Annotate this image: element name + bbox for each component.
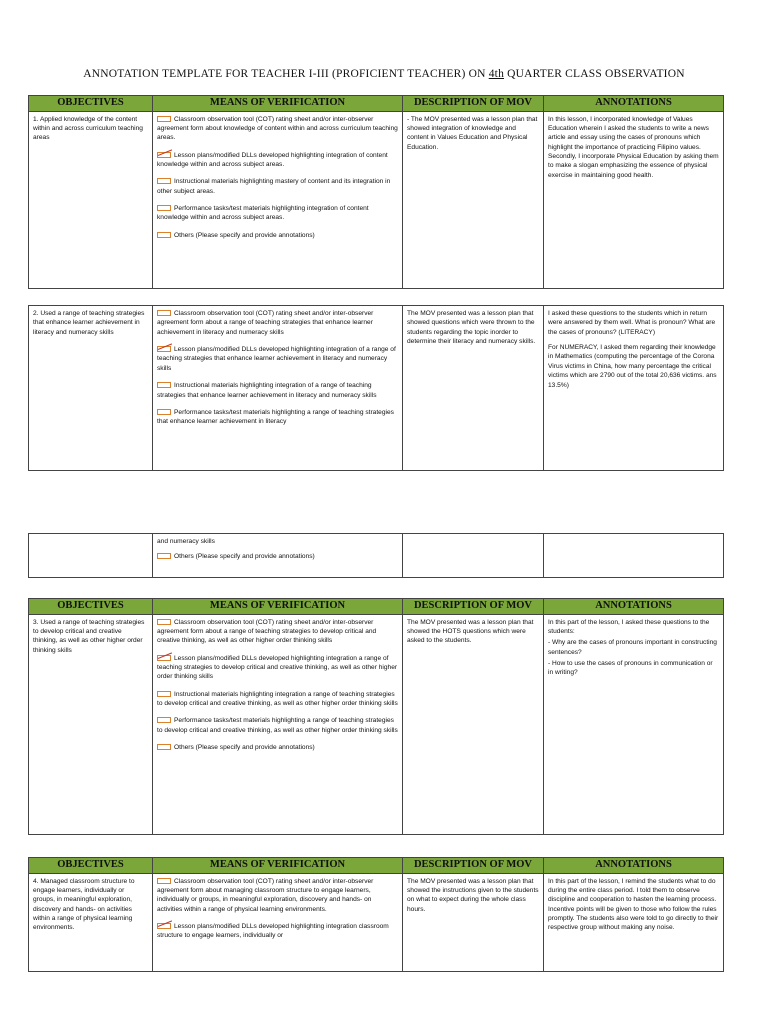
description-header: DESCRIPTION OF MOV	[403, 599, 544, 615]
means-header: MEANS OF VERIFICATION	[153, 858, 403, 874]
checkbox[interactable]	[157, 744, 171, 750]
mov-continuation: and numeracy skills	[157, 538, 215, 545]
mov-item: Classroom observation tool (COT) rating sheet and/or inter-observer agreement form about a range of teaching strategies to develop critical and creative thinking, as well as other higher order thinking skills	[157, 618, 377, 645]
checkbox[interactable]	[157, 205, 171, 211]
observation-table-continuation	[28, 533, 724, 578]
annotation-cell: In this part of the lesson, I asked these questions to the students: - Why are the cases of pronouns important in constructing sentences? - How to use the cases of pronouns in communication or in writing?	[544, 614, 724, 834]
table-row	[29, 534, 724, 578]
annotation-cell	[544, 534, 724, 578]
checkbox[interactable]	[157, 178, 171, 184]
observation-table-1	[28, 95, 724, 289]
mov-cell	[153, 614, 403, 834]
header-row	[29, 599, 724, 615]
objectives-header: OBJECTIVES	[29, 858, 153, 874]
means-header: MEANS OF VERIFICATION	[153, 599, 403, 615]
mov-item: Instructional materials highlighting mastery of content and its integration in other subject areas.	[157, 178, 391, 195]
objective-cell: 1. Applied knowledge of the content within and across curriculum teaching areas	[29, 111, 153, 288]
description-cell: - The MOV presented was a lesson plan that showed integration of knowledge and content in Values Education and Physical Education.	[403, 111, 544, 288]
description-cell	[403, 534, 544, 578]
table-row	[29, 306, 724, 471]
quarter-number: 4th	[488, 68, 505, 80]
mov-item: Lesson plans/modified DLLs developed highlighting integration of a range of teaching strategies that enhance learner achievement in literacy and numeracy skills	[157, 346, 396, 372]
observation-table-3	[28, 598, 724, 835]
checkbox-checked[interactable]	[157, 152, 171, 158]
checkbox[interactable]	[157, 717, 171, 723]
mov-item: Lesson plans/modified DLLs developed highlighting integration a range of teaching strategies to develop critical and creative thinking, as well as other higher order thinking skills	[157, 654, 398, 681]
header-row	[29, 858, 724, 874]
description-cell: The MOV presented was a lesson plan that showed questions which were thrown to the students regarding the topic inorder to determine their literacy and numeracy skills.	[403, 306, 544, 471]
description-header: DESCRIPTION OF MOV	[403, 96, 544, 112]
objective-cell	[29, 534, 153, 578]
page-title: ANNOTATION TEMPLATE FOR TEACHER I-III (PROFICIENT TEACHER) ON 4th QUARTER CLASS OBSERVATION	[83, 68, 685, 80]
description-cell: The MOV presented was a lesson plan that showed the instructions given to the students on what to expect during the whole class hours.	[403, 873, 544, 971]
checkbox[interactable]	[157, 878, 171, 884]
mov-item: Others (Please specify and provide annotations)	[157, 231, 398, 240]
mov-cell	[153, 111, 403, 288]
checkbox[interactable]	[157, 232, 171, 238]
observation-table-2	[28, 305, 724, 471]
checkbox[interactable]	[157, 382, 171, 388]
mov-item: Performance tasks/test materials highlighting integration of content knowledge within and across subject areas.	[157, 205, 369, 222]
mov-item: Performance tasks/test materials highlighting a range of teaching strategies that enhance learner achievement in literacy	[157, 408, 394, 426]
mov-item: Classroom observation tool (COT) rating sheet and/or inter-observer agreement form about managing classroom structure to engage learners, individually or groups, in meaningful exploration, discovery and hands- on activities within a range of physical learning environments.	[157, 877, 374, 913]
checkbox[interactable]	[157, 116, 171, 122]
checkbox-checked[interactable]	[157, 655, 171, 661]
annotations-header: ANNOTATIONS	[544, 858, 724, 874]
checkbox[interactable]	[157, 619, 171, 625]
checkbox[interactable]	[157, 310, 171, 316]
objectives-header: OBJECTIVES	[29, 96, 153, 112]
mov-item: Instructional materials highlighting integration of a range of teaching strategies that enhance learner achievement in literacy and numeracy skills	[157, 382, 377, 399]
objective-cell: 3. Used a range of teaching strategies to develop critical and creative thinking, as well as other higher order thinking skills	[29, 614, 153, 834]
checkbox[interactable]	[157, 691, 171, 697]
annotations-header: ANNOTATIONS	[544, 599, 724, 615]
annotation-cell: I asked these questions to the students which in return were answered by them well. What is pronoun? What are the cases of pronouns? (LITERACY) For NUMERACY, I asked them regarding their knowledge in Mathematics (computing the percentage of the Corona Virus victims in China, how many percentage the critical victims which are 2790 out of the total 20,636 victims. ans 13.5%)	[544, 306, 724, 471]
annotation-cell: In this lesson, I incorporated knowledge of Values Education wherein I asked the students to write a news article and essay using the cases of pronouns which highlight the importance of practicing Filipino values. Secondly, I incorporate Physical Education by asking them to make a slogan emphasizing the essence of physical exercise in maintaining good health.	[544, 111, 724, 288]
objective-cell: 2. Used a range of teaching strategies that enhance learner achievement in literacy and numeracy skills	[29, 306, 153, 471]
annotations-header: ANNOTATIONS	[544, 96, 724, 112]
table-row	[29, 873, 724, 971]
mov-item: Others (Please specify and provide annotations)	[157, 552, 398, 561]
mov-item: Instructional materials highlighting integration a range of teaching strategies to develop critical and creative thinking, as well as other higher order thinking skills	[157, 690, 398, 708]
mov-cell	[153, 873, 403, 971]
checkbox[interactable]	[157, 409, 171, 415]
mov-cell	[153, 534, 403, 578]
objectives-header: OBJECTIVES	[29, 599, 153, 615]
mov-item: Classroom observation tool (COT) rating sheet and/or inter-observer agreement form about a range of teaching strategies that enhance learner achievement in literacy and numeracy skills	[157, 310, 374, 336]
mov-item: Others (Please specify and provide annotations)	[157, 743, 398, 752]
table-row	[29, 111, 724, 288]
mov-item: Classroom observation tool (COT) rating sheet and/or inter-observer agreement form about knowledge of content within and across curriculum teaching areas.	[157, 115, 398, 142]
description-cell: The MOV presented was a lesson plan that showed the HOTS questions which were asked to the students.	[403, 614, 544, 834]
mov-cell	[153, 306, 403, 471]
observation-table-4	[28, 857, 724, 972]
checkbox-checked[interactable]	[157, 346, 171, 352]
mov-item: Lesson plans/modified DLLs developed highlighting integration of content knowledge within and across subject areas.	[157, 151, 388, 169]
means-header: MEANS OF VERIFICATION	[153, 96, 403, 112]
checkbox[interactable]	[157, 553, 171, 559]
header-row	[29, 96, 724, 112]
checkbox-checked[interactable]	[157, 923, 171, 929]
description-header: DESCRIPTION OF MOV	[403, 858, 544, 874]
annotation-cell: In this part of the lesson, I remind the students what to do during the entire class period. I told them to observe discipline and cooperation to hasten the learning process. Incentive points will be given to those who follow the rules promptly. The students also were told to go directly to their respective group without making any noise.	[544, 873, 724, 971]
table-row	[29, 614, 724, 834]
objective-cell: 4. Managed classroom structure to engage learners, individually or groups, in meaningful exploration, discovery and hands- on activities within a range of physical learning environments.	[29, 873, 153, 971]
mov-item: Lesson plans/modified DLLs developed highlighting integration classroom structure to engage learners, individually or	[157, 923, 389, 940]
mov-item: Performance tasks/test materials highlighting a range of teaching strategies to develop critical and creative thinking, as well as other higher order thinking skills	[157, 717, 398, 734]
